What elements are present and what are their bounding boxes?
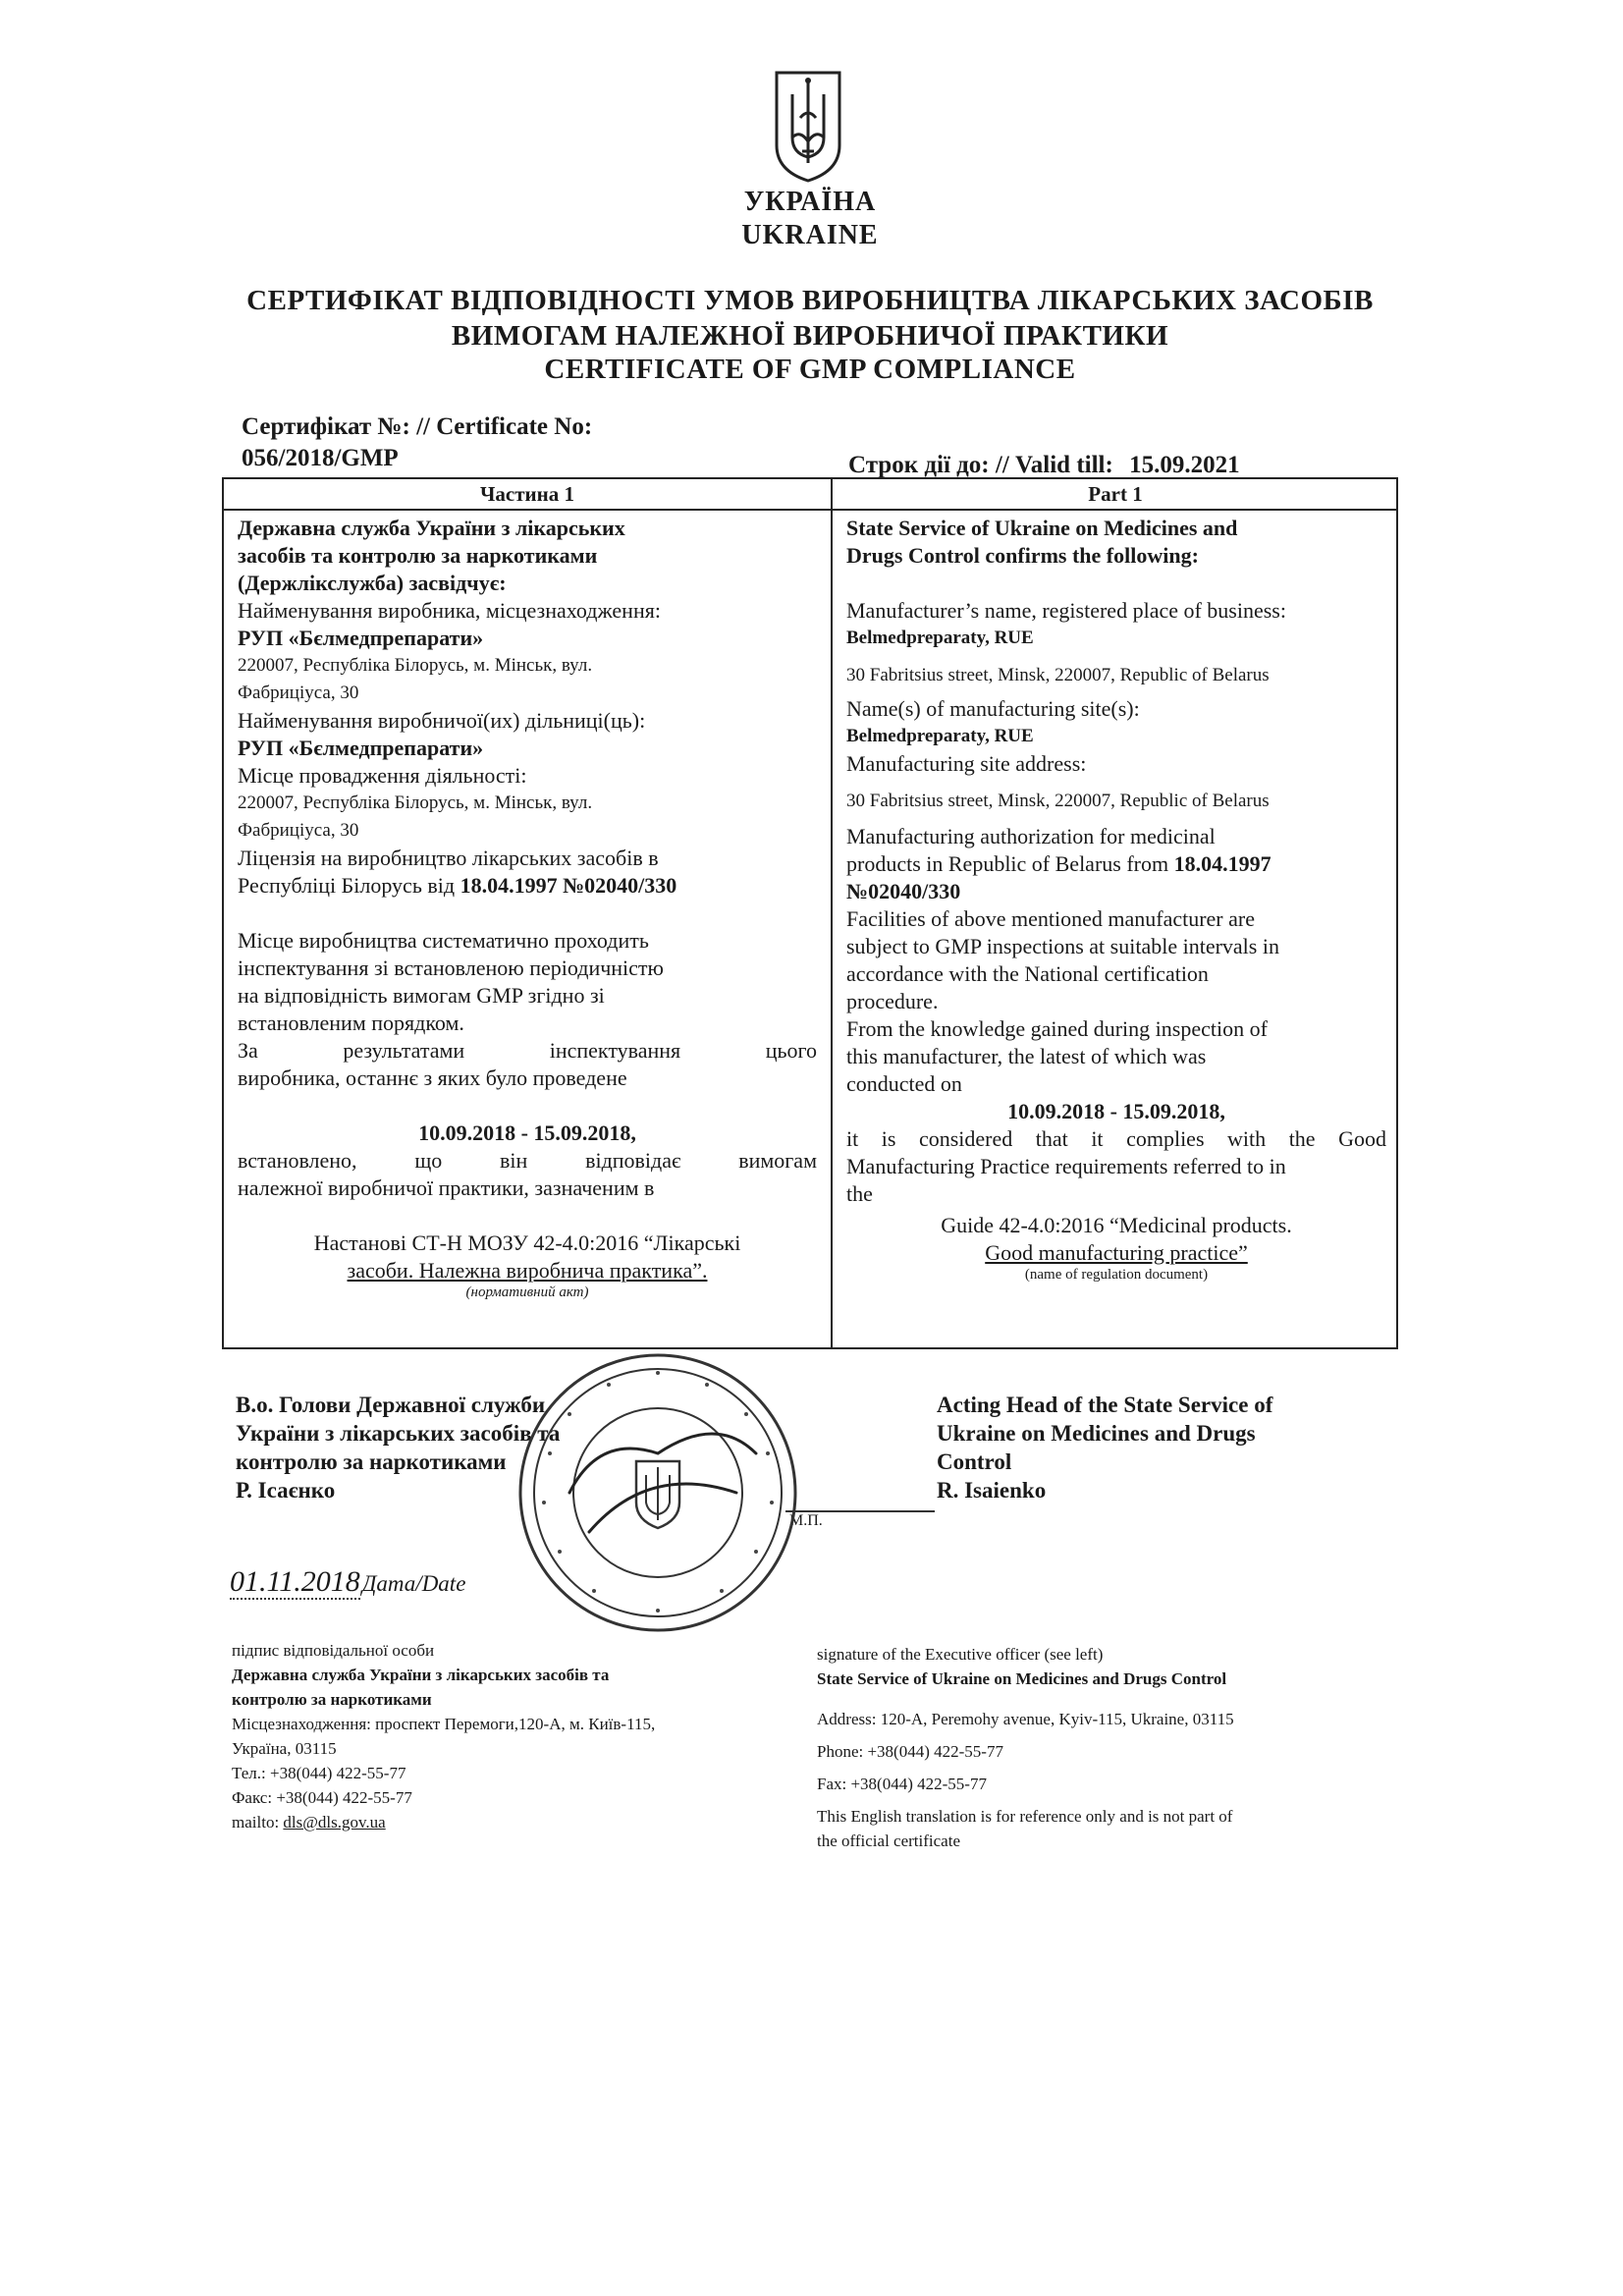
guide-note: (name of regulation document) <box>1024 1267 1209 1283</box>
footer-line: Місцезнаходження: проспект Перемоги,120-А, м. Київ-115, <box>232 1715 656 1733</box>
issuer-line: State Service of Ukraine on Medicines and <box>846 516 1238 540</box>
manufacturer-label: Найменування виробника, місцезнаходження: <box>238 598 661 623</box>
footer-line: підпис відповідальної особи <box>232 1641 435 1660</box>
place-address: 30 Fabritsius street, Minsk, 220007, Republic of Belarus <box>846 791 1270 811</box>
left-column-heading: Частина 1 <box>480 482 574 506</box>
place-address: 220007, Республіка Білорусь, м. Мінськ, вул. <box>238 793 593 813</box>
valid-till-label: Строк дії до: // Valid till: <box>848 452 1113 478</box>
signatory-en <box>937 1391 1349 1504</box>
knowledge-text: this manufacturer, the latest of which was <box>846 1044 1207 1068</box>
footer-line: Fax: +38(044) 422-55-77 <box>817 1775 987 1793</box>
facilities-text: procedure. <box>846 989 939 1013</box>
issuer-line: засобів та контролю за наркотиками <box>238 543 598 568</box>
guide-title: Good manufacturing practice” <box>985 1240 1248 1265</box>
manufacturer-address: 30 Fabritsius street, Minsk, 220007, Republic of Belarus <box>846 665 1270 685</box>
authorization-line <box>846 850 1386 878</box>
country-name-en: UKRAINE <box>741 220 879 250</box>
stamp-place-label: М.П. <box>789 1512 823 1529</box>
signing-date: 01.11.2018 <box>230 1565 360 1598</box>
inspection-dates: 10.09.2018 - 15.09.2018, <box>418 1121 636 1145</box>
signatory-line: Acting Head of the State Service of <box>937 1393 1273 1417</box>
compliance-text: належної виробничої практики, зазначеним в <box>238 1175 655 1200</box>
valid-till-date: 15.09.2021 <box>1129 452 1240 478</box>
guide-title: засоби. Належна виробнича практика”. <box>347 1258 708 1283</box>
place-label: Місце провадження діяльності: <box>238 763 527 788</box>
considered-text: Manufacturing Practice requirements referred to in <box>846 1154 1286 1178</box>
footer-line: State Service of Ukraine on Medicines and Drugs Control <box>817 1669 1227 1688</box>
footer-line: Тел.: +38(044) 422-55-77 <box>232 1764 406 1782</box>
email-link[interactable]: dls@dls.gov.ua <box>283 1813 386 1831</box>
inspection-text: на відповідність вимогам GMP згідно зі <box>238 983 605 1008</box>
footer-line: контролю за наркотиками <box>232 1690 432 1709</box>
issuer-line: Державна служба України з лікарських <box>238 516 625 540</box>
column-divider <box>831 479 833 1347</box>
document-title-en: CERTIFICATE OF GMP COMPLIANCE <box>544 354 1076 385</box>
site-label: Найменування виробничої(их) дільниці(ць): <box>238 708 646 733</box>
official-stamp-icon <box>511 1345 805 1640</box>
issuer-line: (Держлікслужба) засвідчує: <box>238 571 507 595</box>
mailto-label: mailto: <box>232 1813 284 1831</box>
license-prefix: Республіці Білорусь від <box>238 873 460 898</box>
manufacturer-address: Фабриціуса, 30 <box>238 683 359 703</box>
guide-note: (нормативний акт) <box>465 1285 589 1300</box>
certificate-table <box>222 477 1398 1349</box>
guide-reference <box>846 1239 1386 1267</box>
facilities-text: Facilities of above mentioned manufacturer are <box>846 906 1255 931</box>
right-column-body <box>846 515 1386 1283</box>
signatory-line: Ukraine on Medicines and Drugs <box>937 1421 1256 1446</box>
document-title-uk-line1: СЕРТИФІКАТ ВІДПОВІДНОСТІ УМОВ ВИРОБНИЦТВА ЛІКАРСЬКИХ ЗАСОБІВ <box>246 285 1374 316</box>
right-column-heading: Part 1 <box>1088 482 1143 506</box>
footer-line <box>232 1810 782 1834</box>
facilities-text: accordance with the National certification <box>846 961 1209 986</box>
coat-of-arms-icon <box>773 69 843 185</box>
country-name-uk: УКРАЇНА <box>743 187 877 217</box>
footer-line: Україна, 03115 <box>232 1739 337 1758</box>
manufacturer-name: Belmedpreparaty, RUE <box>846 628 1034 648</box>
footer-left <box>232 1638 782 1834</box>
site-name: Belmedpreparaty, RUE <box>846 726 1034 746</box>
result-text: За результатами інспектування цього <box>238 1038 817 1063</box>
footer-line: signature of the Executive officer (see left) <box>817 1645 1104 1664</box>
manufacturer-name: РУП «Бєлмедпрепарати» <box>238 626 484 650</box>
footer-line: Факс: +38(044) 422-55-77 <box>232 1788 412 1807</box>
signatory-line: України з лікарських засобів та <box>236 1421 561 1446</box>
guide-reference: Настанові СТ-Н МОЗУ 42-4.0:2016 “Лікарські <box>313 1230 741 1255</box>
considered-text: the <box>846 1181 873 1206</box>
place-address: Фабриціуса, 30 <box>238 820 359 841</box>
inspection-text: встановленим порядком. <box>238 1011 464 1035</box>
authorization-number: №02040/330 <box>846 879 961 903</box>
date-label: Дата/Date <box>361 1571 466 1596</box>
signatory-name: Р. Ісаєнко <box>236 1478 336 1503</box>
manufacturer-address: 220007, Республіка Білорусь, м. Мінськ, вул. <box>238 655 593 676</box>
knowledge-text: From the knowledge gained during inspection of <box>846 1016 1268 1041</box>
signatory-line: Control <box>937 1449 1012 1474</box>
authorization-date: 18.04.1997 <box>1173 851 1271 876</box>
result-text: виробника, останнє з яких було проведене <box>238 1066 627 1090</box>
certificate-number: 056/2018/GMP <box>242 445 399 471</box>
site-label: Name(s) of manufacturing site(s): <box>846 696 1140 721</box>
issuer-line: Drugs Control confirms the following: <box>846 543 1199 568</box>
license-line <box>238 872 817 900</box>
license-line: Ліцензія на виробництво лікарських засобів в <box>238 846 659 870</box>
header-divider <box>224 509 1396 511</box>
left-column-body <box>238 515 817 1300</box>
signatory-line: В.о. Голови Державної служби <box>236 1393 546 1417</box>
valid-till <box>848 452 1240 479</box>
footer-line: Державна служба України з лікарських засобів та <box>232 1666 610 1684</box>
guide-reference: Guide 42-4.0:2016 “Medicinal products. <box>941 1213 1292 1237</box>
site-name: РУП «Бєлмедпрепарати» <box>238 736 484 760</box>
handwritten-date <box>230 1565 465 1599</box>
manufacturer-label: Manufacturer’s name, registered place of business: <box>846 598 1286 623</box>
inspection-text: інспектування зі встановленою періодичністю <box>238 956 664 980</box>
footer-line: This English translation is for reference only and is not part of <box>817 1807 1233 1826</box>
place-label: Manufacturing site address: <box>846 751 1087 776</box>
footer-right <box>817 1642 1426 1853</box>
knowledge-text: conducted on <box>846 1071 962 1096</box>
footer-line: Address: 120-A, Peremohy avenue, Kyiv-115, Ukraine, 03115 <box>817 1710 1234 1728</box>
authorization-line: Manufacturing authorization for medicinal <box>846 824 1216 848</box>
footer-line: Phone: +38(044) 422-55-77 <box>817 1742 1003 1761</box>
inspection-dates: 10.09.2018 - 15.09.2018, <box>1007 1099 1225 1123</box>
license-number: 18.04.1997 №02040/330 <box>460 873 677 898</box>
facilities-text: subject to GMP inspections at suitable intervals in <box>846 934 1279 958</box>
footer-line: the official certificate <box>817 1831 960 1850</box>
certificate-number-label: Сертифікат №: // Certificate No: <box>242 413 593 440</box>
document-title-uk-line2: ВИМОГАМ НАЛЕЖНОЇ ВИРОБНИЧОЇ ПРАКТИКИ <box>451 320 1169 352</box>
guide-reference <box>238 1257 817 1285</box>
considered-text: it is considered that it complies with the Good <box>846 1126 1386 1151</box>
compliance-text: встановлено, що він відповідає вимогам <box>238 1148 817 1173</box>
signatory-line: контролю за наркотиками <box>236 1449 507 1474</box>
authorization-prefix: products in Republic of Belarus from <box>846 851 1174 876</box>
signatory-name: R. Isaienko <box>937 1478 1047 1503</box>
inspection-text: Місце виробництва систематично проходить <box>238 928 649 953</box>
